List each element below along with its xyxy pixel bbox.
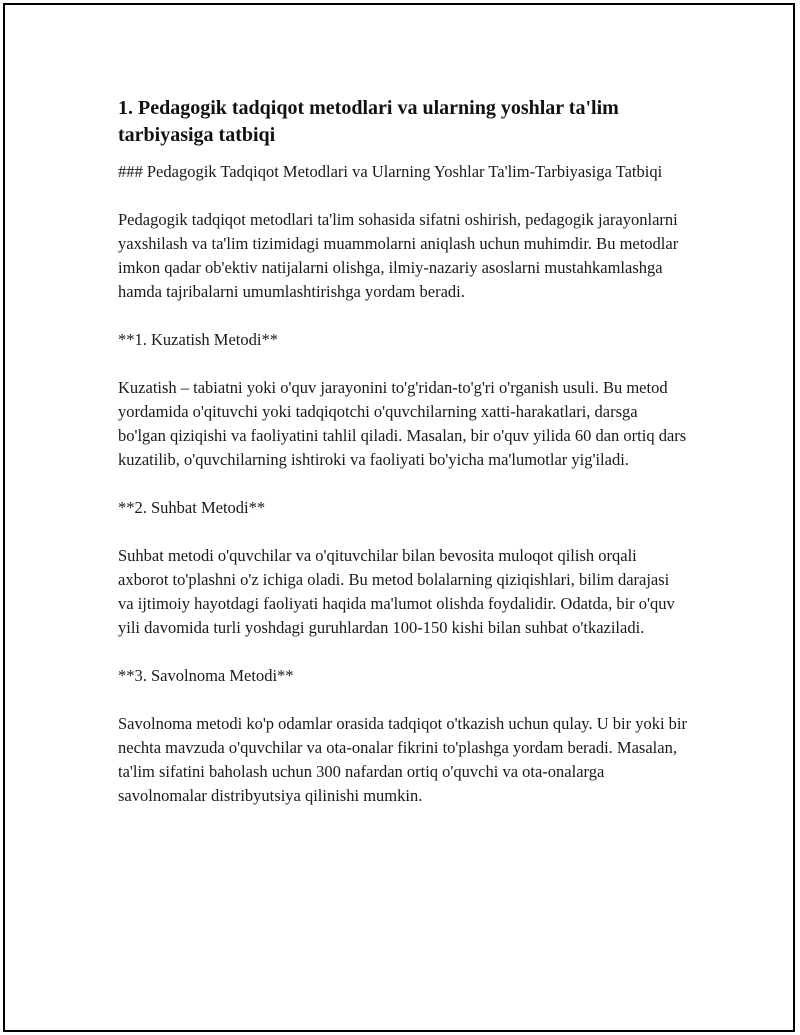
kuzatish-paragraph: Kuzatish – tabiatni yoki o'quv jarayonini to'g'ridan-to'g'ri o'rganish usuli. Bu metod yordamida o'qituvchi yoki tadqiqotchi o'quvchilarning xatti-harakatlari, darsga bo'lgan qiziqishi va faoliyatini tahlil qiladi. Masalan, bir o'quv yilida 60 dan ortiq dars kuzatilib, o'quvchilarning ishtiroki va faoliyati bo'yicha ma'lumotlar yig'iladi.	[118, 378, 687, 469]
suhbat-paragraph: Suhbat metodi o'quvchilar va o'qituvchilar bilan bevosita muloqot qilish orqali axborot to'plashni o'z ichiga oladi. Bu metod bolalarning qiziqishlari, bilim darajasi va ijtimoiy hayotdagi faoliyati haqida ma'lumot olishda foydalidir. Odatda, bir o'quv yili davomida turli yoshdagi guruhlardan 100-150 kishi bilan suhbat o'tkaziladi.	[118, 546, 675, 637]
intro-paragraph: Pedagogik tadqiqot metodlari ta'lim sohasida sifatni oshirish, pedagogik jarayonlarni yaxshilash va ta'lim tizimidagi muammolarni aniqlash uchun muhimdir. Bu metodlar imkon qadar ob'ektiv natijalarni olishga, ilmiy-nazariy asoslarni mustahkamlashga hamda tajribalarni umumlashtirishga yordam beradi.	[118, 210, 679, 301]
savolnoma-paragraph: Savolnoma metodi ko'p odamlar orasida tadqiqot o'tkazish uchun qulay. U bir yoki bir nechta mavzuda o'quvchilar va ota-onalar fikrini to'plashga yordam beradi. Masalan, ta'lim sifatini baholash uchun 300 nafardan ortiq o'quvchi va ota-onalarga savolnomalar distribyutsiya qilinishi mumkin.	[118, 714, 687, 805]
document-body	[118, 95, 688, 832]
section-heading-kuzatish: **1. Kuzatish Metodi**	[118, 330, 278, 349]
section-heading-suhbat: **2. Suhbat Metodi**	[118, 498, 266, 517]
section-heading-savolnoma: **3. Savolnoma Metodi**	[118, 666, 294, 685]
document-title: 1. Pedagogik tadqiqot metodlari va ularning yoshlar ta'lim tarbiyasiga tatbiqi	[118, 97, 619, 146]
subheading-paragraph: ### Pedagogik Tadqiqot Metodlari va Ularning Yoshlar Ta'lim-Tarbiyasiga Tatbiqi	[118, 162, 663, 181]
